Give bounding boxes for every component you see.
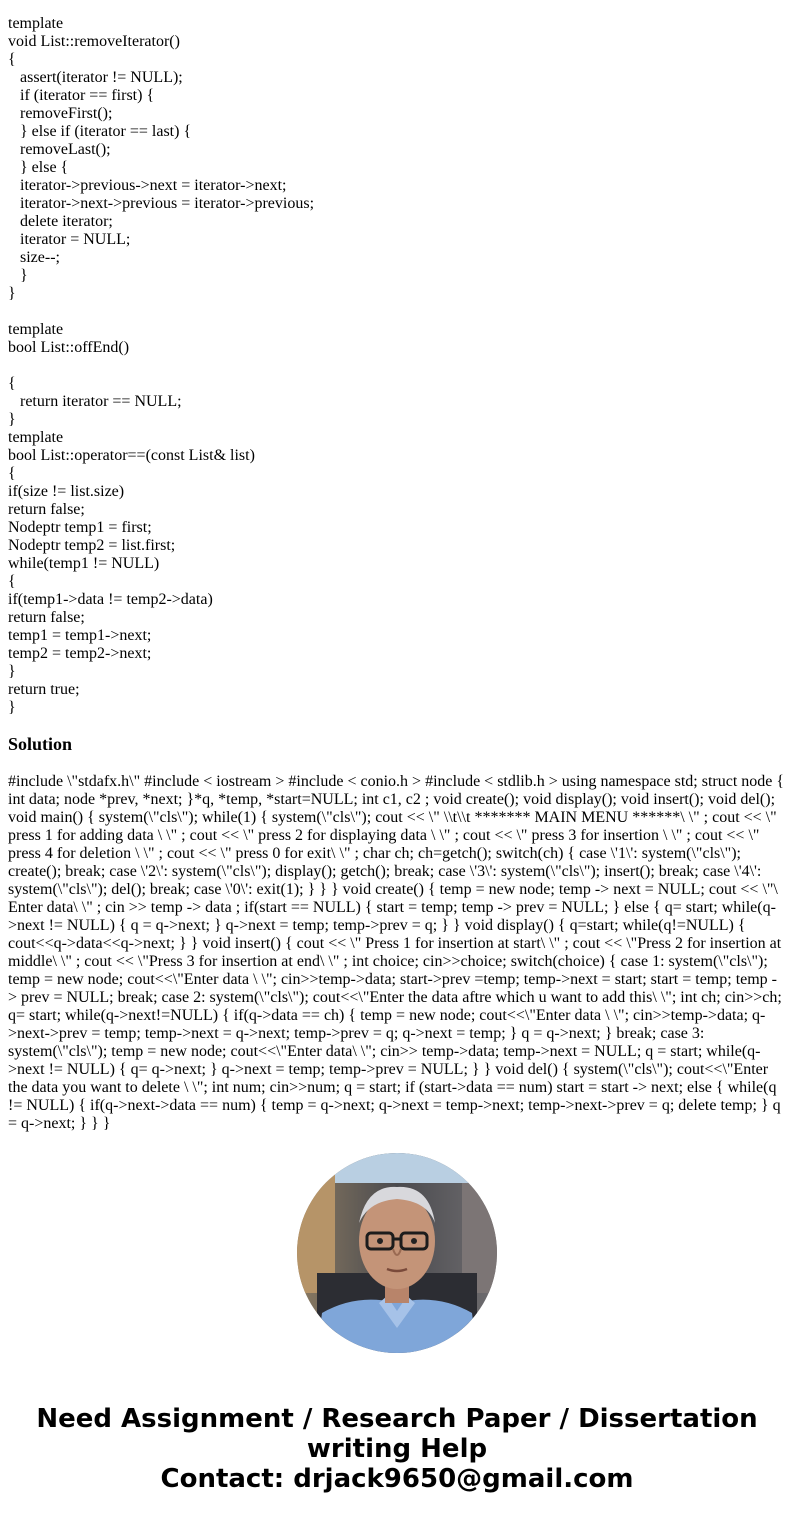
code-line: } else { bbox=[8, 159, 69, 176]
code-line: template bbox=[8, 429, 64, 446]
code-line: temp2 = temp2->next; bbox=[8, 645, 152, 662]
code-line: iterator->previous->next = iterator->next; bbox=[8, 177, 287, 194]
cta-line-3: Contact: drjack9650@gmail.com bbox=[160, 1464, 634, 1494]
code-line: } bbox=[8, 663, 16, 680]
code-line: template bbox=[8, 321, 64, 338]
code-line: while(temp1 != NULL) bbox=[8, 555, 160, 572]
code-line: } bbox=[8, 411, 16, 428]
code-line: } bbox=[8, 285, 16, 302]
code-line: } bbox=[8, 267, 28, 284]
code-line bbox=[8, 303, 786, 321]
code-line: return iterator == NULL; bbox=[8, 393, 182, 410]
code-line: bool List::operator==(const List& list) bbox=[8, 447, 255, 464]
code-line: return true; bbox=[8, 681, 80, 698]
code-line: return false; bbox=[8, 501, 85, 518]
code-line: return false; bbox=[8, 609, 85, 626]
code-line: } else if (iterator == last) { bbox=[8, 123, 192, 140]
portrait-photo bbox=[297, 1153, 497, 1353]
solution-heading: Solution bbox=[8, 734, 73, 754]
code-line: { bbox=[8, 465, 16, 482]
code-line: if(size != list.size) bbox=[8, 483, 125, 500]
contact-banner bbox=[0, 1404, 794, 1494]
code-line: temp1 = temp1->next; bbox=[8, 627, 152, 644]
code-line: iterator = NULL; bbox=[8, 231, 131, 248]
code-line: if (iterator == first) { bbox=[8, 87, 155, 104]
code-line: bool List::offEnd() bbox=[8, 339, 130, 356]
code-line: iterator->next->previous = iterator->previous; bbox=[8, 195, 315, 212]
cta-line-2: writing Help bbox=[306, 1434, 488, 1464]
code-line: Nodeptr temp2 = list.first; bbox=[8, 537, 176, 554]
code-line: assert(iterator != NULL); bbox=[8, 69, 183, 86]
code-line: template bbox=[8, 15, 64, 32]
code-line: { bbox=[8, 375, 16, 392]
code-line: if(temp1->data != temp2->data) bbox=[8, 591, 213, 608]
solution-text: #include \"stdafx.h\" #include < iostream > #include < conio.h > #include < stdlib.h > using namespace std; struct node { int data; node *prev, *next; }*q, *temp, *start=NULL; int c1, c2 ; void create(); void display(); void insert(); void del(); void main() { system(\"cls\"); while(1) { system(\"cls\"); cout << \" \\t\\t ******* MAIN MENU ******\ \" ; cout << \" press 1 for adding data \ \" ; cout << \" press 2 for displaying data \ \" ; cout << \" press 3 for insertion \ \" ; cout << \" press 4 for deletion \ \" ; cout << \" press 0 for exit\ \" ; char ch; ch=getch(); switch(ch) { case \'1\': system(\"cls\"); create(); break; case \'2\': system(\"cls\"); display(); getch(); break; case \'3\': system(\"cls\"); insert(); break; case \'4\': system(\"cls\"); del(); break; case \'0\': exit(1); } } } void create() { temp = new node; temp -> next = NULL; cout << \"\ Enter data\ \" ; cin >> temp -> data ; if(start == NULL) { start = temp; temp -> prev = NULL; } else { q= start; while(q->next != NULL) { q = q->next; } q->next = temp; temp->prev = q; } } void display() { q=start; while(q!=NULL) { cout<<q->data<<q->next; } } void insert() { cout << \" Press 1 for insertion at start\ \" ; cout << \"Press 2 for insertion at middle\ \" ; cout << \"Press 3 for insertion at end\ \" ; int choice; cin>>choice; switch(choice) { case 1: system(\"cls\"); temp = new node; cout<<\"Enter data \ \"; cin>>temp->data; start->prev =temp; temp->next = start; start = temp; temp -> prev = NULL; break; case 2: system(\"cls\"); cout<<\"Enter the data aftre which u want to add this\ \"; int ch; cin>>ch; q= start; while(q->next!=NULL) { if(q->data == ch) { temp = new node; cout<<\"Enter data \ \"; cin>>temp->data; q->next->prev = temp; temp->next = q->next; temp->prev = q; q->next = temp; } q = q->next; } break; case 3: system(\"cls\"); temp = new node; cout<<\"Enter data\ \"; cin>> temp->data; temp->next = NULL; q = start; while(q->next != NULL) { q= q->next; } q->next = temp; temp->prev = NULL; } } void del() { system(\"cls\"); cout<<\"Enter the data you want to delete \ \"; int num; cin>>num; q = start; if (start->data == num) start = start -> next; else { while(q != NULL) { if(q->next->data == num) { temp = q->next; q->next = temp->next; temp->next->prev = q; delete temp; } q = q->next; } } } bbox=[8, 773, 785, 1132]
code-line: } bbox=[8, 699, 16, 716]
code-line: removeLast(); bbox=[8, 141, 111, 158]
code-line: removeFirst(); bbox=[8, 105, 113, 122]
code-line: { bbox=[8, 51, 16, 68]
avatar bbox=[297, 1153, 497, 1353]
code-listing bbox=[8, 15, 786, 717]
code-line: Nodeptr temp1 = first; bbox=[8, 519, 152, 536]
code-line bbox=[8, 357, 786, 375]
code-line: delete iterator; bbox=[8, 213, 113, 230]
code-line: size--; bbox=[8, 249, 60, 266]
code-line: { bbox=[8, 573, 16, 590]
code-line: void List::removeIterator() bbox=[8, 33, 180, 50]
cta-line-1: Need Assignment / Research Paper / Dissertation bbox=[36, 1404, 758, 1434]
